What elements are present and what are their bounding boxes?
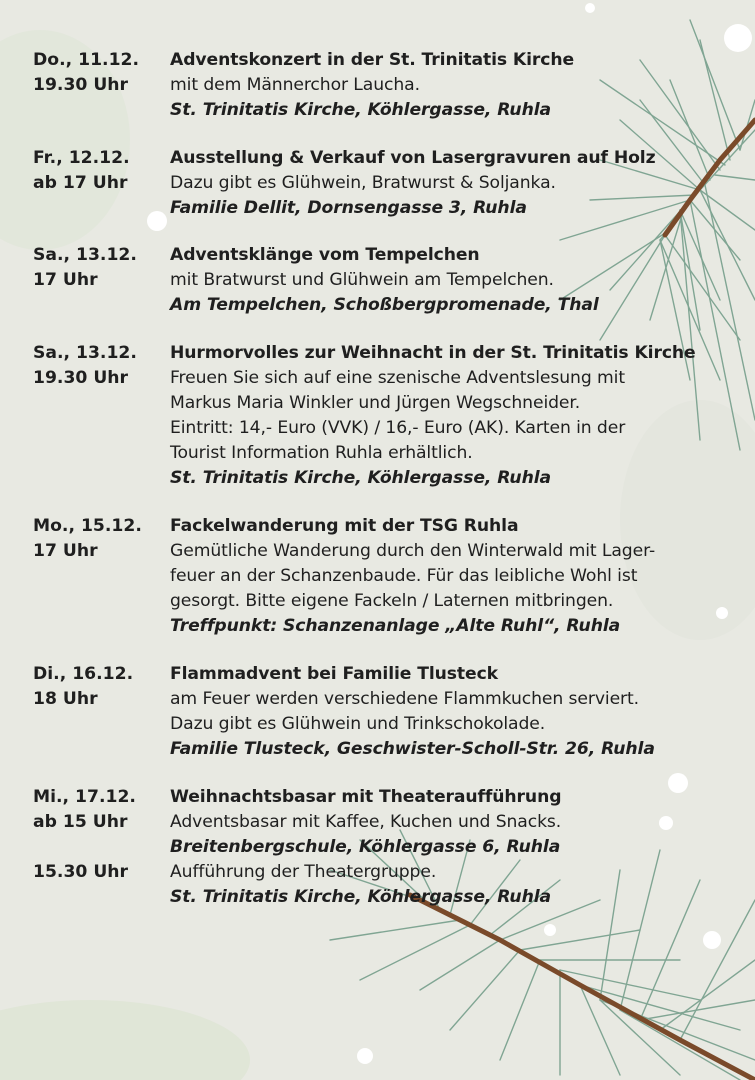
event-datetime (33, 662, 163, 712)
event-date: Sa., 13.12. (33, 245, 137, 265)
event-time: 19.30 Uhr (33, 368, 129, 388)
event-description-line: Adventsbasar mit Kaffee, Kuchen und Snacks. (170, 812, 562, 832)
event-description-line: Eintritt: 14,- Euro (VVK) / 16,- Euro (AK). Karten in der (170, 418, 626, 438)
event-description-line: feuer an der Schanzenbaude. Für das leibliche Wohl ist (170, 566, 638, 586)
event-description-line: mit dem Männerchor Laucha. (170, 75, 420, 95)
event-title: Fackelwanderung mit der TSG Ruhla (170, 516, 519, 536)
event-datetime (33, 146, 163, 196)
event-title: Hurmorvolles zur Weihnacht in der St. Trinitatis Kirche (170, 343, 696, 363)
event-location: St. Trinitatis Kirche, Köhlergasse, Ruhla (170, 468, 551, 488)
event-date: Mo., 15.12. (33, 516, 142, 536)
event-time: 19.30 Uhr (33, 75, 129, 95)
event-location: Treffpunkt: Schanzenanlage „Alte Ruhl“, Ruhla (170, 616, 621, 636)
event-time: 17 Uhr (33, 541, 98, 561)
event-datetime (33, 243, 163, 293)
event-description-line-second: Aufführung der Theatergruppe. (170, 862, 437, 882)
event-location: St. Trinitatis Kirche, Köhlergasse, Ruhla (170, 100, 551, 120)
event-date: Do., 11.12. (33, 50, 140, 70)
event-datetime (33, 514, 163, 564)
event-location-second: St. Trinitatis Kirche, Köhlergasse, Ruhla (170, 887, 551, 907)
event-datetime (33, 341, 163, 391)
event-title: Ausstellung & Verkauf von Lasergravuren auf Holz (170, 148, 656, 168)
event-description-line: Dazu gibt es Glühwein und Trinkschokolade. (170, 714, 546, 734)
event-details (170, 243, 730, 318)
event-time: ab 17 Uhr (33, 173, 128, 193)
event-title: Adventskonzert in der St. Trinitatis Kirche (170, 50, 575, 70)
event-description-line: Gemütliche Wanderung durch den Winterwald mit Lager- (170, 541, 656, 561)
event-details (170, 514, 730, 639)
event-description-line: Tourist Information Ruhla erhältlich. (170, 443, 473, 463)
event-time: 17 Uhr (33, 270, 98, 290)
event-title: Adventsklänge vom Tempelchen (170, 245, 480, 265)
event-location: Familie Dellit, Dornsengasse 3, Ruhla (170, 198, 527, 218)
event-date: Di., 16.12. (33, 664, 134, 684)
event-description-line: mit Bratwurst und Glühwein am Tempelchen. (170, 270, 554, 290)
event-description-line: Markus Maria Winkler und Jürgen Wegschneider. (170, 393, 581, 413)
event-time: 18 Uhr (33, 689, 98, 709)
event-time-second: 15.30 Uhr (33, 862, 129, 882)
event-details (170, 146, 730, 221)
event-details (170, 341, 730, 491)
event-description-line: am Feuer werden verschiedene Flammkuchen serviert. (170, 689, 640, 709)
event-description-line: gesorgt. Bitte eigene Fackeln / Laternen mitbringen. (170, 591, 614, 611)
event-title: Weihnachtsbasar mit Theateraufführung (170, 787, 562, 807)
event-details (170, 48, 730, 123)
event-location: Am Tempelchen, Schoßbergpromenade, Thal (170, 295, 599, 315)
event-date: Fr., 12.12. (33, 148, 130, 168)
event-location: Familie Tlusteck, Geschwister-Scholl-Str. 26, Ruhla (170, 739, 655, 759)
event-details (170, 662, 730, 762)
event-date: Sa., 13.12. (33, 343, 137, 363)
event-datetime (33, 785, 163, 885)
event-description-line: Freuen Sie sich auf eine szenische Adventslesung mit (170, 368, 625, 388)
event-date: Mi., 17.12. (33, 787, 136, 807)
event-time: ab 15 Uhr (33, 812, 128, 832)
event-details (170, 785, 730, 910)
event-title: Flammadvent bei Familie Tlusteck (170, 664, 499, 684)
event-datetime (33, 48, 163, 98)
event-description-line: Dazu gibt es Glühwein, Bratwurst & Soljanka. (170, 173, 556, 193)
event-location: Breitenbergschule, Köhlergasse 6, Ruhla (170, 837, 561, 857)
